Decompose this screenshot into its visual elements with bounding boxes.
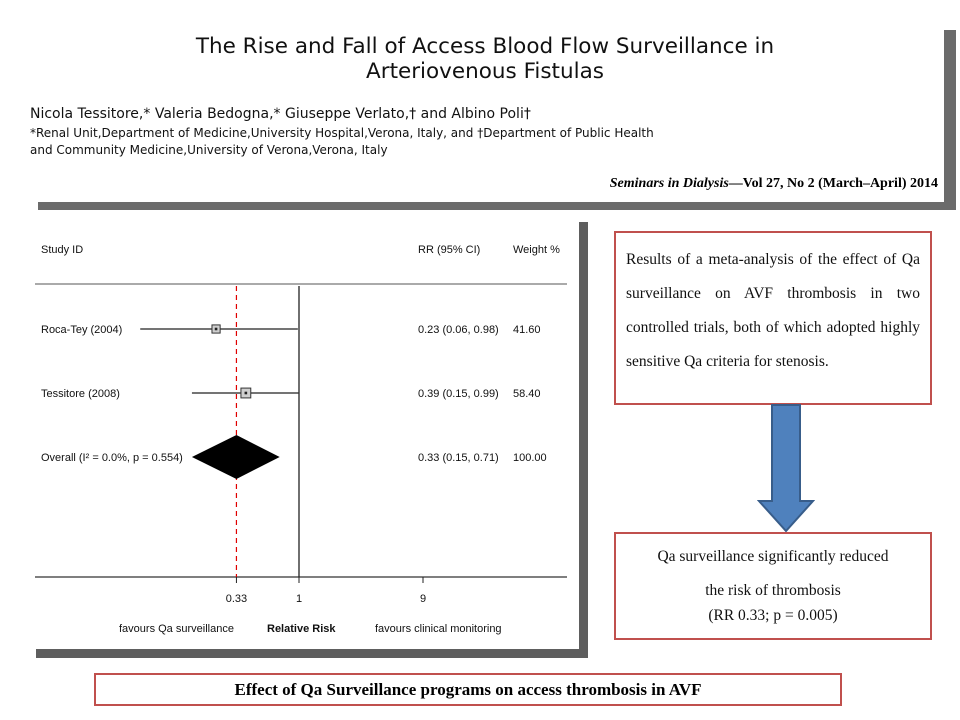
study-rr: 0.39 (0.15, 0.99) xyxy=(418,388,499,400)
x-tick-label: 9 xyxy=(419,593,427,605)
study-label: Roca-Tey (2004) xyxy=(41,324,123,336)
study-weight: 41.60 xyxy=(513,324,541,336)
header-weight: Weight % xyxy=(513,244,560,256)
conclusion-box xyxy=(614,532,932,640)
conclusion-line3: (RR 0.33; p = 0.005) xyxy=(708,607,838,624)
overall-rr: 0.33 (0.15, 0.71) xyxy=(418,452,499,464)
x-tick-label: 1 xyxy=(295,593,303,605)
overall-label: Overall (I² = 0.0%, p = 0.554) xyxy=(41,452,183,464)
favours-right-label: favours clinical monitoring xyxy=(375,623,502,635)
affiliation-line1: *Renal Unit,Department of Medicine,University Hospital,Verona, Italy, and †Department of Public Health xyxy=(30,126,654,140)
slide-caption: Effect of Qa Surveillance programs on access thrombosis in AVF xyxy=(94,673,842,706)
conclusion-line1: Qa surveillance significantly reduced xyxy=(657,548,889,565)
paper-title-line2: Arteriovenous Fistulas xyxy=(366,59,604,84)
journal-citation xyxy=(610,176,938,192)
header-study: Study ID xyxy=(41,244,84,256)
journal-name: Seminars in Dialysis xyxy=(609,176,729,191)
study-weight: 58.40 xyxy=(513,388,541,400)
study-rr: 0.23 (0.06, 0.98) xyxy=(418,324,499,336)
x-tick-label: 0.33 xyxy=(225,593,248,605)
overall-weight: 100.00 xyxy=(513,452,547,464)
header-rr: RR (95% CI) xyxy=(418,244,481,256)
forest-plot xyxy=(27,215,579,649)
journal-volume: —Vol 27, No 2 (March–April) 2014 xyxy=(728,176,938,191)
affiliation-line2: and Community Medicine,University of Verona,Verona, Italy xyxy=(30,143,388,157)
down-arrow-icon xyxy=(757,403,815,533)
paper-title xyxy=(26,34,944,84)
paper-title-line1: The Rise and Fall of Access Blood Flow Surveillance in xyxy=(195,34,775,59)
study-label: Tessitore (2008) xyxy=(41,388,120,400)
paper-header xyxy=(26,22,944,202)
favours-left-label: favours Qa surveillance xyxy=(119,623,234,635)
paper-affiliation xyxy=(30,125,935,159)
paper-authors: Nicola Tessitore,* Valeria Bedogna,* Giuseppe Verlato,† and Albino Poli† xyxy=(30,106,531,122)
meta-analysis-description: Results of a meta-analysis of the effect of Qa surveillance on AVF thrombosis in two controlled trials, both of which adopted highly sensitive Qa criteria for stenosis. xyxy=(614,231,932,405)
study-point-center xyxy=(215,328,218,331)
study-point-center xyxy=(245,392,248,395)
axis-title: Relative Risk xyxy=(267,623,336,635)
overall-diamond xyxy=(192,435,280,479)
conclusion-line2: the risk of thrombosis xyxy=(705,582,841,599)
forest-plot-svg xyxy=(27,215,579,649)
